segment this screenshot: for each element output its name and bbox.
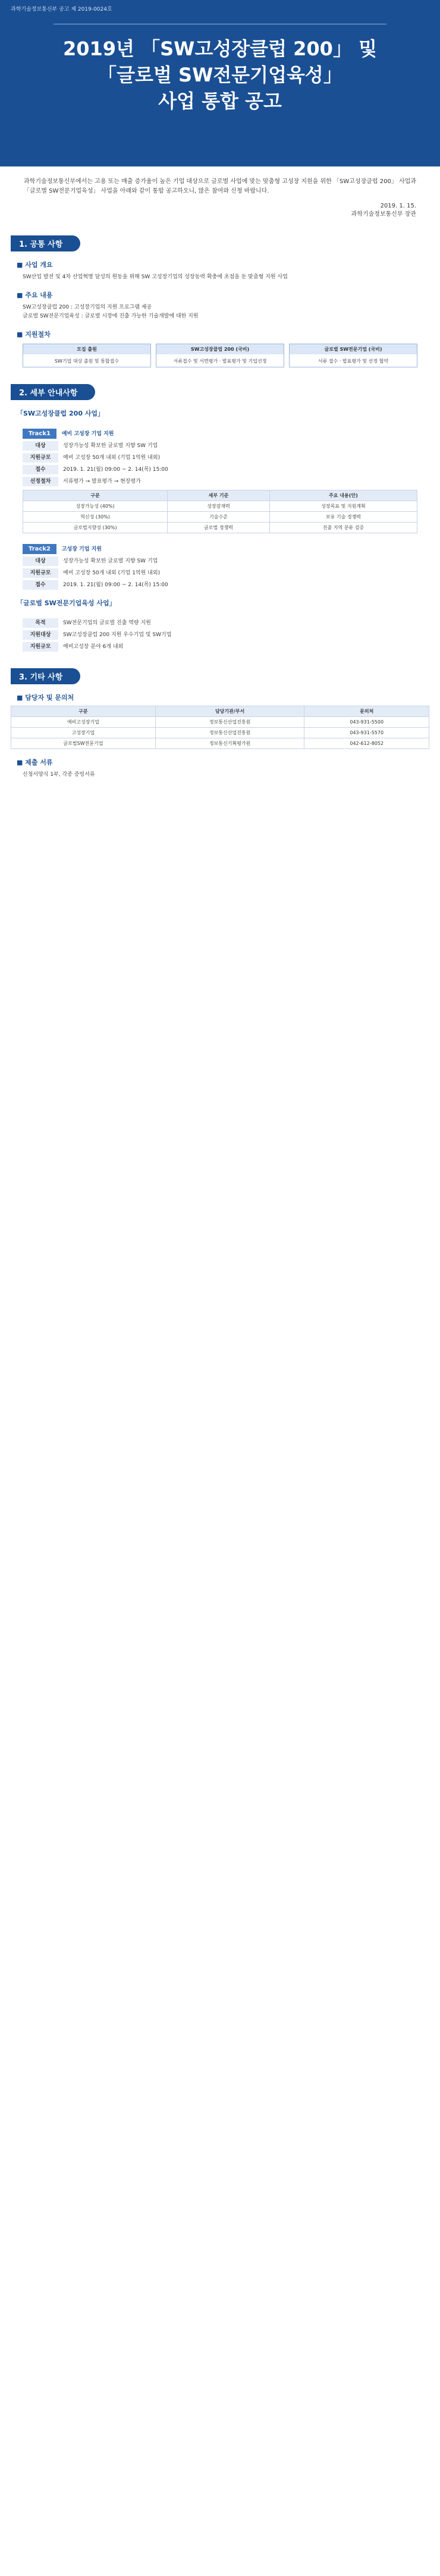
table-row: 글로벌지향성 (30%) 글로벌 경쟁력 진출 지역 분류 검증 [23,523,417,533]
section-title: 2. 세부 안내사항 [11,384,95,400]
flow-title: ■ 지원절차 [17,331,51,338]
main-item-2: 글로벌 SW전문기업육성 : 글로벌 시장에 진출 가능한 기술개발에 대한 지원 [23,313,199,319]
hero-banner [0,0,440,166]
table-row: 고성장기업 정보통신산업진흥원 043-931-5570 [11,728,429,738]
submit-title: ■ 제출 서류 [17,759,53,766]
flow-diagram [23,344,417,367]
info-row: 대상 성장가능성 확보한 글로벌 지향 SW 기업 [23,556,417,566]
info-row: 접수 2019. 1. 21(월) 09:00 ~ 2. 14(목) 15:00 [23,580,417,590]
flow-step: SW고성장클럽 200 (국비) 서류접수 및 서면평가 · 발표평가 및 기업선정 [156,344,284,367]
main-item-1: SW고성장클럽 200 : 고성장기업의 지원 프로그램 제공 [23,304,152,310]
track-tag: 예비 고성장 기업 지원 [61,431,114,437]
contact-table: 구분 담당기관/부서 문의처 예비고성장기업 정보통신산업진흥원 043-931-5500 고성장기업 정보통신산업진흥원 043-931-5570 글로벌SW전문기업 정보통신기획평가원 042-612-8052 [11,706,429,749]
info-row: 지원규모 예비 고성장 50개 내외 (기업 1억원 내외) [23,453,417,463]
section-title: 3. 기타 사항 [11,668,80,684]
info-row: 접수 2019. 1. 21(월) 09:00 ~ 2. 14(목) 15:00 [23,465,417,474]
title-line-1: 2019년 「SW고성장클럽 200」 및 [62,37,377,60]
section-common [11,235,429,367]
info-row: 선정절차 서류평가 → 발표평가 → 현장평가 [23,477,417,486]
global-info [23,618,417,652]
title-line-2: 「글로벌 SW전문기업육성」 [98,64,342,86]
track-1 [23,429,417,533]
issue-info [0,196,440,219]
title-line-3: 사업 통합 공고 [158,90,282,112]
notice-tag: 과학기술정보통신부 공고 제 2019-0024호 [11,7,112,12]
section-etc [11,668,429,779]
page-title [0,36,440,114]
issue-date: 2019. 1. 15. [380,203,416,209]
track-2 [23,544,417,590]
flow-step: 모집 출원 SW기업 대상 출원 및 통합접수 [23,344,151,367]
table-row: 예비고성장기업 정보통신산업진흥원 043-931-5500 [11,717,429,728]
submit-text: 신청서양식 1부, 각종 증빙서류 [23,772,95,778]
page-footer [0,779,440,875]
purpose-title: ■ 사업 개요 [17,261,53,269]
info-row: 목적 SW전문기업의 글로벌 진출 역량 지원 [23,618,417,628]
info-row: 지원규모 예비 고성장 50개 내외 (기업 1억원 내외) [23,568,417,578]
track-label: Track2 [23,544,56,554]
section-title: 1. 공통 사항 [11,235,80,251]
main-title: ■ 주요 내용 [17,291,53,299]
issuer: 과학기술정보통신부 장관 [351,211,416,218]
track-tag: 고성장 기업 지원 [61,546,102,552]
info-row: 지원대상 SW고성장클럽 200 지원 우수기업 및 SW기업 [23,630,417,640]
info-row: 대상 성장가능성 확보한 글로벌 지향 SW 기업 [23,441,417,451]
contact-title: ■ 담당자 및 문의처 [17,694,74,702]
club-title: 「SW고성장클럽 200 사업」 [17,410,105,417]
purpose-text: SW산업 발전 및 4차 산업혁명 달성의 원동을 위해 SW 고성장기업의 성장동력 확충에 초점을 둔 맞춤형 지원 사업 [23,274,288,280]
table-row: 혁신성 (30%) 기술수준 보유 기술 경쟁력 [23,512,417,523]
track-label: Track1 [23,429,56,439]
flow-step: 글로벌 SW전문기업 (국비) 서류 접수 · 발표평가 및 선정 협약 [289,344,417,367]
table-row: 글로벌SW전문기업 정보통신기획평가원 042-612-8052 [11,738,429,749]
section-detail [11,384,429,652]
intro-text: 과학기술정보통신부에서는 고용 또는 매출 증가율이 높은 기업 대상으로 글로벌 사업에 맞는 맞춤형 고성장 지원을 위한 「SW고성장클럽 200」 사업과 「글로벌 SW전문기업육성」 사업을 아래와 같이 통합 공고하오니, 많은 참여와 신청 바랍니다. [24,178,416,194]
criteria-table: 구분 세부 기준 주요 내용(안) 성장가능성 (40%) 성장잠재력 성장목표 및 지원계획 혁신성 (30%) 기술수준 보유 기술 경쟁력 글로벌지향성 (30%) 글로벌 경쟁력 진출 지역 분류 검증 [23,490,417,533]
info-row: 지원규모 예비고성장 분야 6개 내외 [23,642,417,652]
global-title: 「글로벌 SW전문기업육성 사업」 [17,599,116,607]
table-row: 성장가능성 (40%) 성장잠재력 성장목표 및 지원계획 [23,501,417,512]
